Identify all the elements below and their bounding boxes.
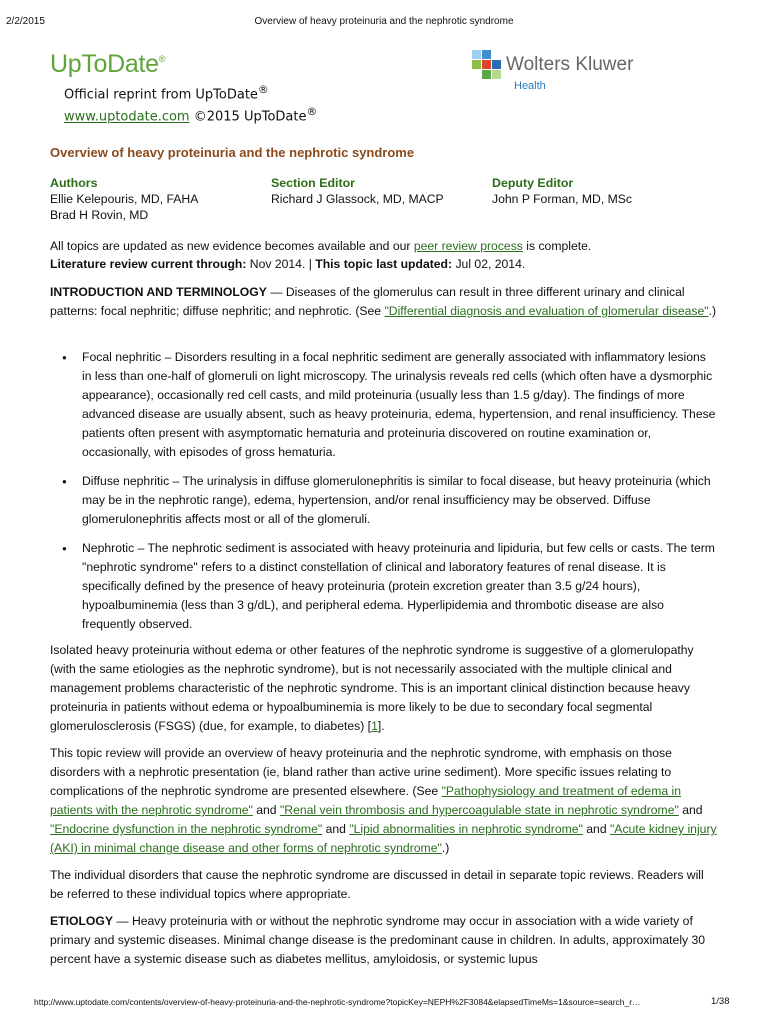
reprint-notice (64, 81, 317, 126)
logo-text: UpToDate (50, 50, 159, 78)
list-item: ● Focal nephritic – Disorders resulting in a focal nephritic sediment are generally associated with inflammatory lesions in less than one-half of glomeruli on light microscopy. The urinalysis reveals red cells (which often have a dysmorphic appearance), occasionally red cell casts, and mild proteinuria (usually less than 1.5 g/day). The findings of more advanced disease are usually absent, such as heavy proteinuria, edema, hypertension, and renal insufficiency. These patients often present with asymptomatic hematuria and proteinuria discovered on routine examination or, occasionally, with episodes of gross hematuria. (50, 348, 718, 462)
endocrine-link[interactable]: "Endocrine dysfunction in the nephrotic syndrome" (50, 822, 323, 836)
intro-heading: INTRODUCTION AND TERMINOLOGY (50, 285, 267, 299)
uptodate-logo[interactable] (50, 50, 165, 79)
isolated-tail: ]. (377, 719, 385, 733)
reference-link[interactable]: 1 (371, 719, 378, 733)
publisher-name: Wolters Kluwer (506, 54, 634, 75)
copyright: ©2015 UpToDate (193, 109, 307, 125)
update-text-end: is complete. (522, 239, 592, 253)
deputy-editor-block (492, 175, 712, 207)
individual-disorders-paragraph: The individual disorders that cause the nephrotic syndrome are discussed in detail in separate topic reviews. Readers will be referred to these individual topics where appropriate. (50, 868, 704, 901)
publisher-sub: Health (514, 80, 546, 92)
print-header-title: Overview of heavy proteinuria and the nephrotic syndrome (254, 16, 514, 27)
pattern-list (50, 348, 718, 644)
intro-tail: .) (708, 304, 717, 318)
list-item: ● Diffuse nephritic – The urinalysis in diffuse glomerulonephritis is similar to focal disease, but heavy proteinuria (which may be in the nephrotic range), edema, hypertension, and/or renal insufficiency may be observed. Diffuse glomerulonephritis affects most or all of the glomeruli. (50, 472, 718, 529)
and-text: and (322, 822, 350, 836)
edema-link[interactable]: "Pathophysiology and treatment of edema in patients with the nephrotic syndrome" (50, 784, 682, 817)
lit-review-value: Nov 2014. | (246, 257, 316, 271)
list-item: ● Nephrotic – The nephrotic sediment is associated with heavy proteinuria and lipiduria, but few cells or casts. The term "nephrotic syndrome" refers to a distinct constellation of clinical and laboratory features of renal disease. It is specifically defined by the presence of heavy proteinuria (protein excretion greater than 3.5 g/24 hours), hypoalbuminemia (less than 3 g/dL), and peripheral edema. Hyperlipidemia and thrombotic disease are also frequently observed. (50, 539, 718, 634)
overview-tail: .) (441, 841, 450, 855)
and-text: and (252, 803, 280, 817)
reprint-mark: ® (257, 83, 269, 96)
lipid-link[interactable]: "Lipid abnormalities in nephrotic syndrome" (349, 822, 583, 836)
page-number: 1/38 (711, 996, 730, 1007)
section-editor-name: Richard J Glassock, MD, MACP (271, 192, 444, 206)
deputy-editor-heading: Deputy Editor (492, 176, 574, 190)
etiology-paragraph (50, 912, 718, 969)
lit-review-label: Literature review current through: (50, 257, 247, 271)
author-name: Ellie Kelepouris, MD, FAHA (50, 192, 199, 206)
uptodate-link[interactable]: www.uptodate.com (64, 109, 190, 125)
logo-mark: ® (158, 54, 166, 64)
print-date: 2/2/2015 (6, 16, 45, 27)
peer-review-link[interactable]: peer review process (413, 239, 523, 253)
last-updated-value: Jul 02, 2014. (452, 257, 526, 271)
section-editor-heading: Section Editor (271, 176, 355, 190)
deputy-editor-name: John P Forman, MD, MSc (492, 192, 632, 206)
differential-diagnosis-link[interactable]: "Differential diagnosis and evaluation of glomerular disease" (384, 304, 709, 318)
etiology-text: — Heavy proteinuria with or without the nephrotic syndrome may occur in association with a wide variety of primary and systemic diseases. Minimal change disease is the predominant cause in children. In adults, approximately 30 percent have a systemic disease such as diabetes mellitus, amyloidosis, or systemic lupus (50, 914, 706, 966)
update-text: All topics are updated as new evidence becomes available and our (50, 239, 414, 253)
wolters-kluwer-mark-icon (472, 50, 501, 79)
and-text: and (678, 803, 703, 817)
intro-text: — Diseases of the glomerulus can result in three different urinary and clinical patterns: focal nephritic; diffuse nephritic; and nephrotic. (See (50, 285, 685, 318)
etiology-heading: ETIOLOGY (50, 914, 113, 928)
aki-link[interactable]: "Acute kidney injury (AKI) in minimal change disease and other forms of nephrotic syndrome" (50, 822, 717, 855)
and-text: and (582, 822, 610, 836)
isolated-text: Isolated heavy proteinuria without edema or other features of the nephrotic syndrome is suggestive of a glomerulopathy (with the same etiologies as the nephrotic syndrome), but is not necessarily associated with the multiple clinical and management problems characteristic of the nephrotic syndrome. This is an important clinical distinction because heavy proteinuria in patients without edema or hypoalbuminemia is more likely to be due to secondary focal segmental glomerulosclerosis (FSGS) (due, for example, to diabetes) [ (50, 643, 694, 733)
section-editor-block (271, 175, 446, 207)
renal-vein-link[interactable]: "Renal vein thrombosis and hypercoagulable state in nephrotic syndrome" (279, 803, 679, 817)
reprint-line: Official reprint from UpToDate (64, 87, 258, 103)
footer-url: http://www.uptodate.com/contents/overview-of-heavy-proteinuria-and-the-nephrotic-syndrome?topicKey=NEPH%2F3084&elapsedTimeMs=1&source=search_r… (34, 997, 641, 1007)
author-name: Brad H Rovin, MD (50, 208, 149, 222)
overview-paragraph (50, 744, 718, 858)
authors-heading: Authors (50, 176, 98, 190)
copyright-mark: ® (306, 105, 318, 119)
last-updated-label: This topic last updated: (315, 257, 453, 271)
update-notice (50, 237, 718, 273)
isolated-proteinuria-paragraph (50, 641, 718, 736)
overview-text: This topic review will provide an overview of heavy proteinuria and the nephrotic syndrome, with emphasis on those disorders with a nephrotic presentation (ie, bland rather than active urine sediment). More specific issues relating to complications of the nephrotic syndrome are presented elsewhere. (See (50, 746, 672, 798)
authors-block (50, 175, 260, 223)
article-title: Overview of heavy proteinuria and the nephrotic syndrome (50, 145, 415, 160)
wolters-kluwer-logo (472, 50, 652, 96)
intro-paragraph (50, 283, 718, 321)
